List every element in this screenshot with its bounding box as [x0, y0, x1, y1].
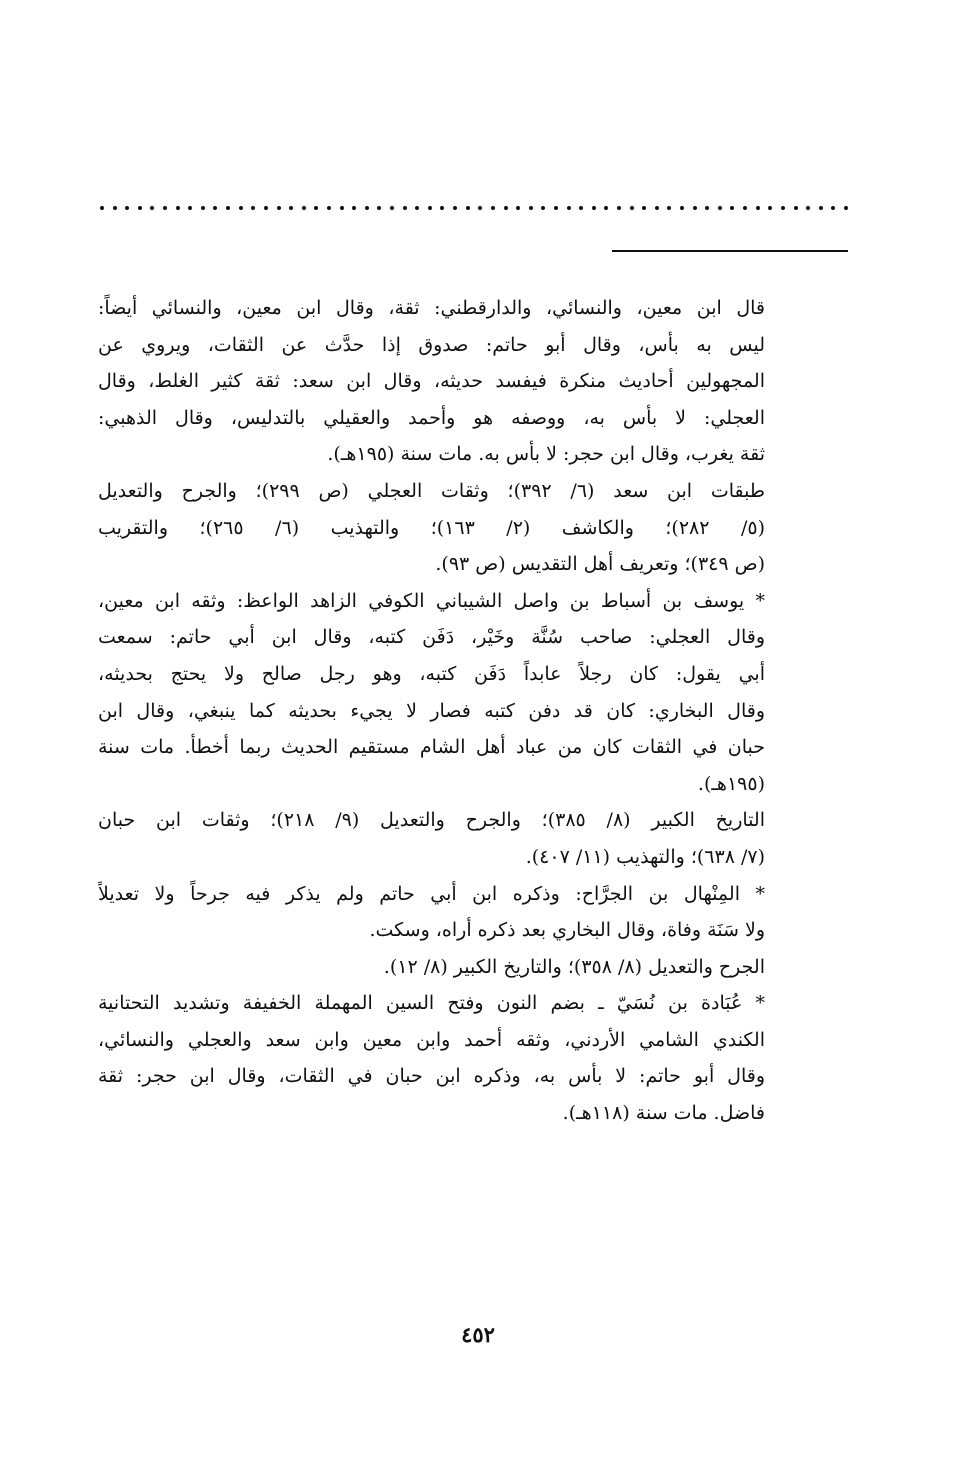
separator-dot: [794, 206, 798, 210]
separator-dot: [327, 206, 331, 210]
separator-dot: [138, 206, 142, 210]
separator-dot: [705, 206, 709, 210]
separator-dot: [781, 206, 785, 210]
text-line: وقال البخاري: كان قد دفن كتبه فصار لا يجيء بحديثه كما ينبغي، وقال ابن: [98, 699, 765, 722]
separator-dot: [213, 206, 217, 210]
separator-dot: [529, 206, 533, 210]
separator-dot: [365, 206, 369, 210]
text-line: ثقة يغرب، وقال ابن حجر: لا بأس به. مات سنة (١٩٥هـ).: [327, 443, 765, 466]
text-line: وقال أبو حاتم: لا بأس به، وذكره ابن حبان في الثقات، وقال ابن حجر: ثقة: [98, 1065, 765, 1088]
page-number: ٤٥٢: [461, 1322, 495, 1347]
separator-dot: [125, 206, 129, 210]
separator-dot: [100, 206, 104, 210]
text-line: أبي يقول: كان رجلاً عابداً دَفَن كتبه، وهو رجل صالح ولا يحتج بحديثه،: [98, 662, 765, 685]
separator-dot: [579, 206, 583, 210]
text-line: * عُبَادة بن نُسَيّ ـ بضم النون وفتح السين المهملة الخفيفة وتشديد التحتانية: [98, 992, 765, 1015]
separator-dot: [592, 206, 596, 210]
separator-dot: [428, 206, 432, 210]
separator-dot: [453, 206, 457, 210]
text-line: التاريخ الكبير (٨/ ٣٨٥)؛ والجرح والتعديل (٩/ ٢١٨)؛ وثقات ابن حبان: [98, 809, 765, 832]
separator-dot: [201, 206, 205, 210]
separator-dot: [466, 206, 470, 210]
footnote-rule: [612, 250, 848, 252]
separator-dot: [264, 206, 268, 210]
separator-dot: [504, 206, 508, 210]
separator-dot: [302, 206, 306, 210]
separator-dot: [188, 206, 192, 210]
text-line: ولا سَنَة وفاة، وقال البخاري بعد ذكره أراه، وسكت.: [369, 919, 765, 942]
text-line: فاضل. مات سنة (١١٨هـ).: [562, 1102, 765, 1125]
text-line: الجرح والتعديل (٨/ ٣٥٨)؛ والتاريخ الكبير (٨/ ١٢).: [383, 955, 765, 978]
text-line: * المِنْهال بن الجرَّاح: وذكره ابن أبي حاتم ولم يذكر فيه جرحاً ولا تعديلاً: [98, 882, 765, 905]
separator-dot: [768, 206, 772, 210]
separator-dot: [478, 206, 482, 210]
separator-dot: [541, 206, 545, 210]
separator-dot: [567, 206, 571, 210]
separator-dot: [516, 206, 520, 210]
page-body: [98, 290, 765, 1132]
text-line: قال ابن معين، والنسائي، والدارقطني: ثقة، وقال ابن معين، والنسائي أيضاً:: [98, 297, 765, 319]
separator-dot: [251, 206, 255, 210]
separator-dot: [377, 206, 381, 210]
separator-dot: [743, 206, 747, 210]
text-line: (٧/ ٦٣٨)؛ والتهذيب (١١/ ٤٠٧).: [525, 845, 765, 868]
text-line: العجلي: لا بأس به، ووصفه هو وأحمد والعقيلي بالتدليس، وقال الذهبي:: [98, 406, 765, 429]
separator-dot: [831, 206, 835, 210]
separator-dot: [113, 206, 117, 210]
separator-dot: [554, 206, 558, 210]
text-line: الكندي الشامي الأردني، وثقه أحمد وابن معين وابن سعد والعجلي والنسائي،: [98, 1028, 765, 1051]
separator-dot: [163, 206, 167, 210]
separator-dot: [718, 206, 722, 210]
separator-dot: [756, 206, 760, 210]
separator-dot: [844, 206, 848, 210]
text-line: المجهولين أحاديث منكرة فيفسد حديثه، وقال ابن سعد: ثقة كثير الغلط، وقال: [98, 370, 765, 393]
separator-dot: [277, 206, 281, 210]
separator-dot: [440, 206, 444, 210]
text-line: وقال العجلي: صاحب سُنَّة وخَيْر، دَفَن كتبه، وقال ابن أبي حاتم: سمعت: [98, 626, 765, 649]
separator-dot: [655, 206, 659, 210]
separator-dot: [314, 206, 318, 210]
separator-dot: [680, 206, 684, 210]
separator-dot: [642, 206, 646, 210]
separator-dot: [390, 206, 394, 210]
text-line: طبقات ابن سعد (٦/ ٣٩٢)؛ وثقات العجلي (ص ٢٩٩)؛ والجرح والتعديل: [98, 479, 765, 502]
separator-dot: [730, 206, 734, 210]
separator-dot: [667, 206, 671, 210]
separator-dot: [176, 206, 180, 210]
separator-dot: [819, 206, 823, 210]
separator-dot: [806, 206, 810, 210]
text-line: حبان في الثقات كان من عباد أهل الشام مستقيم الحديث ربما أخطأ. مات سنة: [98, 736, 765, 759]
text-line: ليس به بأس، وقال أبو حاتم: صدوق إذا حدَّث عن الثقات، ويروي عن: [98, 333, 765, 356]
text-line: * يوسف بن أسباط بن واصل الشيباني الكوفي الزاهد الواعظ: وثقه ابن معين،: [98, 589, 765, 612]
separator-dot: [491, 206, 495, 210]
text-line: (ص ٣٤٩)؛ وتعريف أهل التقديس (ص ٩٣).: [435, 553, 765, 576]
separator-dot: [403, 206, 407, 210]
text-line: (١٩٥هـ).: [697, 772, 765, 795]
text-line: (٥/ ٢٨٢)؛ والكاشف (٢/ ١٦٣)؛ والتهذيب (٦/ ٢٦٥)؛ والتقريب: [98, 516, 765, 539]
separator-dot: [604, 206, 608, 210]
separator-dot: [352, 206, 356, 210]
separator-dot: [617, 206, 621, 210]
dotted-separator: [100, 198, 848, 218]
separator-dot: [150, 206, 154, 210]
separator-dot: [415, 206, 419, 210]
separator-dot: [340, 206, 344, 210]
separator-dot: [239, 206, 243, 210]
separator-dot: [289, 206, 293, 210]
separator-dot: [693, 206, 697, 210]
separator-dot: [630, 206, 634, 210]
separator-dot: [226, 206, 230, 210]
